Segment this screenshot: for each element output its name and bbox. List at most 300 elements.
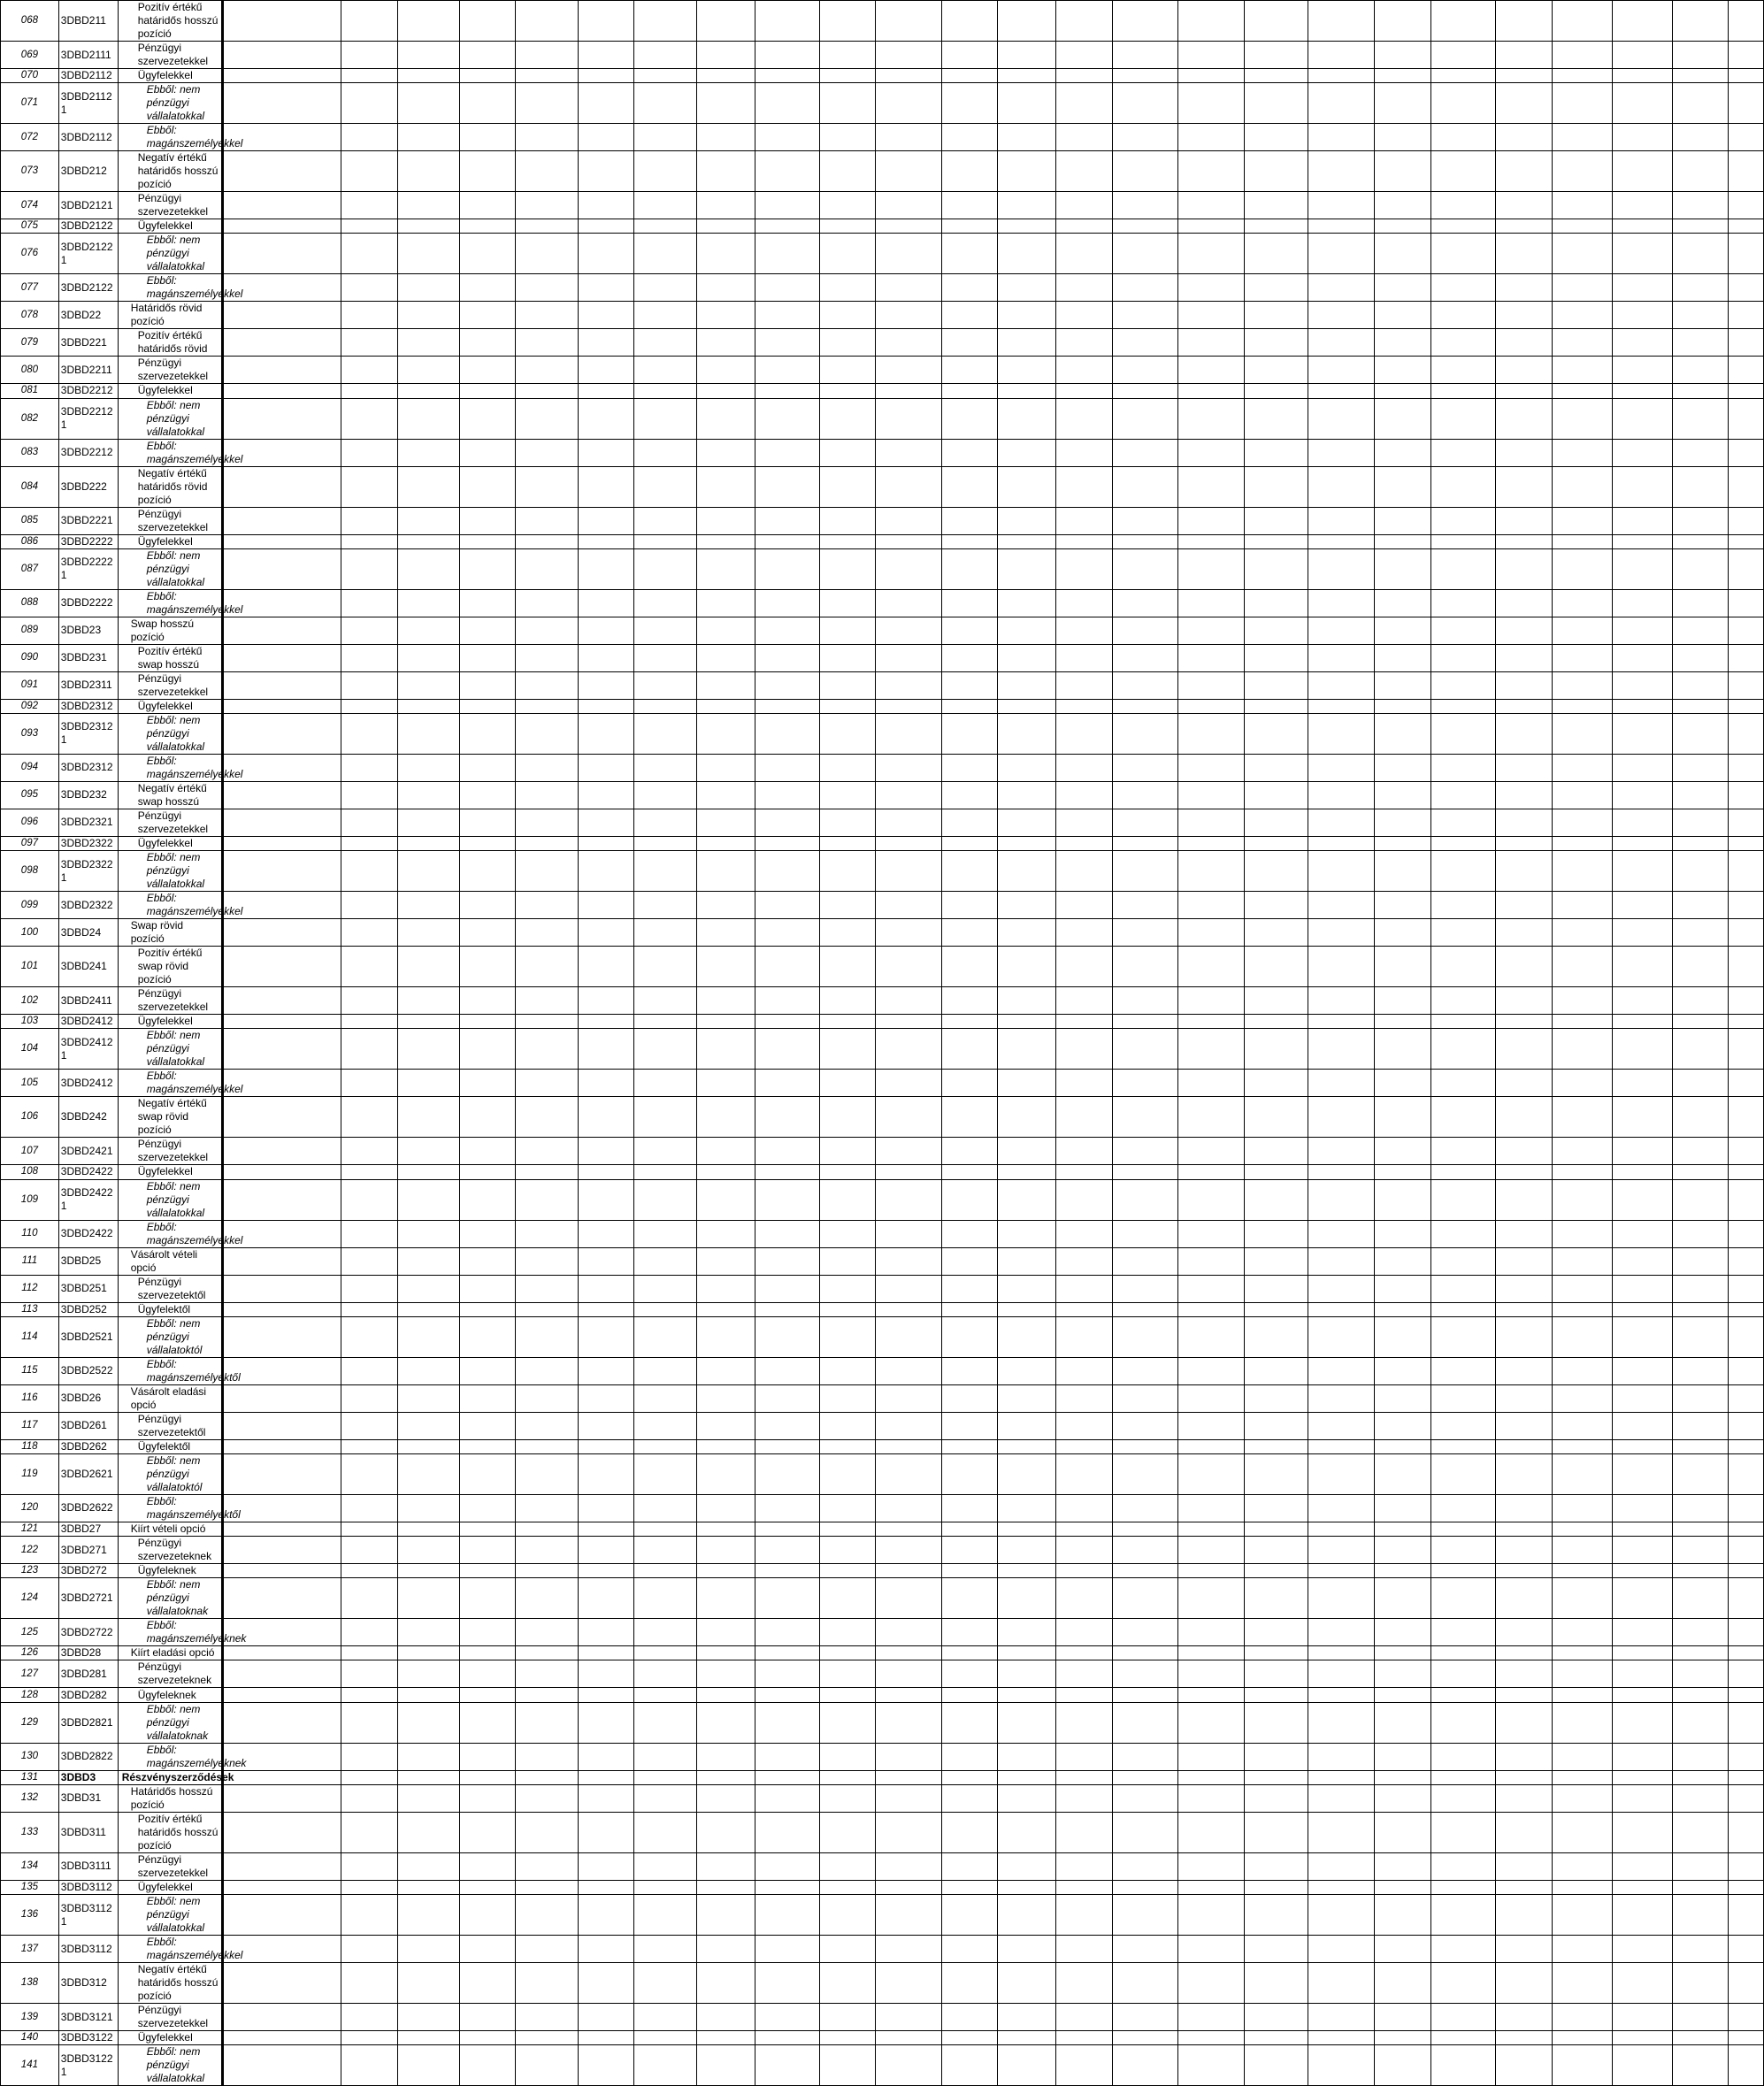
value-cell[interactable] [1112,836,1178,850]
value-cell[interactable] [1496,357,1553,384]
value-cell[interactable] [459,1070,516,1097]
value-cell[interactable] [397,1275,459,1302]
value-cell[interactable] [223,809,341,836]
value-cell[interactable] [819,219,876,234]
value-cell[interactable] [578,1247,634,1275]
value-cell[interactable] [578,671,634,699]
value-cell[interactable] [1729,1,1764,42]
value-cell[interactable] [1552,329,1612,357]
value-cell[interactable] [755,699,819,713]
value-cell[interactable] [223,1522,341,1536]
value-cell[interactable] [397,1357,459,1384]
value-cell[interactable] [459,1220,516,1247]
value-cell[interactable] [1308,1247,1375,1275]
value-cell[interactable] [1308,1070,1375,1097]
value-cell[interactable] [341,1179,397,1220]
value-cell[interactable] [459,1384,516,1412]
value-cell[interactable] [755,1702,819,1743]
value-cell[interactable] [1112,302,1178,329]
value-cell[interactable] [459,151,516,192]
value-cell[interactable] [578,1138,634,1165]
value-cell[interactable] [1245,1179,1308,1220]
value-cell[interactable] [1245,836,1308,850]
value-cell[interactable] [1729,507,1764,534]
value-cell[interactable] [1374,1247,1430,1275]
value-cell[interactable] [1430,781,1495,809]
value-cell[interactable] [1056,1852,1113,1880]
value-cell[interactable] [516,357,578,384]
value-cell[interactable] [819,851,876,892]
value-cell[interactable] [1672,1578,1729,1619]
value-cell[interactable] [341,1097,397,1138]
value-cell[interactable] [1308,1494,1375,1522]
value-cell[interactable] [341,69,397,83]
value-cell[interactable] [1496,2004,1553,2031]
value-cell[interactable] [1729,987,1764,1015]
value-cell[interactable] [397,83,459,124]
value-cell[interactable] [1308,892,1375,919]
value-cell[interactable] [516,1015,578,1029]
value-cell[interactable] [697,1439,755,1453]
value-cell[interactable] [634,1070,697,1097]
value-cell[interactable] [341,1165,397,1179]
value-cell[interactable] [1056,1179,1113,1220]
value-cell[interactable] [1112,617,1178,644]
value-cell[interactable] [1552,1179,1612,1220]
value-cell[interactable] [397,548,459,589]
value-cell[interactable] [516,699,578,713]
value-cell[interactable] [1112,466,1178,507]
value-cell[interactable] [1496,151,1553,192]
value-cell[interactable] [697,1880,755,1894]
value-cell[interactable] [1245,754,1308,781]
value-cell[interactable] [941,836,998,850]
value-cell[interactable] [341,2004,397,2031]
value-cell[interactable] [1729,83,1764,124]
value-cell[interactable] [1245,1453,1308,1494]
value-cell[interactable] [1374,1880,1430,1894]
value-cell[interactable] [1552,384,1612,398]
value-cell[interactable] [459,617,516,644]
value-cell[interactable] [341,1784,397,1812]
value-cell[interactable] [1056,1619,1113,1646]
value-cell[interactable] [1245,42,1308,69]
value-cell[interactable] [941,1494,998,1522]
value-cell[interactable] [634,1936,697,1963]
value-cell[interactable] [697,1412,755,1439]
value-cell[interactable] [1612,83,1672,124]
value-cell[interactable] [516,1936,578,1963]
value-cell[interactable] [819,1247,876,1275]
value-cell[interactable] [1245,919,1308,947]
value-cell[interactable] [1374,329,1430,357]
value-cell[interactable] [578,809,634,836]
value-cell[interactable] [819,1070,876,1097]
value-cell[interactable] [1245,1522,1308,1536]
value-cell[interactable] [341,1220,397,1247]
value-cell[interactable] [1672,1302,1729,1316]
value-cell[interactable] [1245,1220,1308,1247]
value-cell[interactable] [459,1097,516,1138]
value-cell[interactable] [578,1963,634,2004]
value-cell[interactable] [876,1537,942,1564]
value-cell[interactable] [1496,1275,1553,1302]
value-cell[interactable] [1245,1963,1308,2004]
value-cell[interactable] [1729,1812,1764,1852]
value-cell[interactable] [755,1784,819,1812]
value-cell[interactable] [516,1070,578,1097]
value-cell[interactable] [1612,1578,1672,1619]
value-cell[interactable] [1612,1537,1672,1564]
value-cell[interactable] [1496,1895,1553,1936]
value-cell[interactable] [1672,1494,1729,1522]
value-cell[interactable] [1374,892,1430,919]
value-cell[interactable] [941,1029,998,1070]
value-cell[interactable] [516,507,578,534]
value-cell[interactable] [1056,754,1113,781]
value-cell[interactable] [941,1,998,42]
value-cell[interactable] [1552,1097,1612,1138]
value-cell[interactable] [1112,1316,1178,1357]
value-cell[interactable] [1245,713,1308,754]
value-cell[interactable] [1245,1619,1308,1646]
value-cell[interactable] [516,1852,578,1880]
value-cell[interactable] [998,1247,1056,1275]
value-cell[interactable] [578,892,634,919]
value-cell[interactable] [755,384,819,398]
value-cell[interactable] [1729,1247,1764,1275]
value-cell[interactable] [516,192,578,219]
value-cell[interactable] [819,1619,876,1646]
value-cell[interactable] [516,1494,578,1522]
value-cell[interactable] [223,1316,341,1357]
value-cell[interactable] [998,1880,1056,1894]
value-cell[interactable] [1729,42,1764,69]
value-cell[interactable] [1552,439,1612,466]
value-cell[interactable] [397,1702,459,1743]
value-cell[interactable] [1430,617,1495,644]
value-cell[interactable] [1430,1578,1495,1619]
value-cell[interactable] [1496,1702,1553,1743]
value-cell[interactable] [578,302,634,329]
value-cell[interactable] [998,947,1056,987]
value-cell[interactable] [1612,69,1672,83]
value-cell[interactable] [941,617,998,644]
value-cell[interactable] [341,1015,397,1029]
value-cell[interactable] [459,987,516,1015]
value-cell[interactable] [1729,151,1764,192]
value-cell[interactable] [819,1302,876,1316]
value-cell[interactable] [697,466,755,507]
value-cell[interactable] [1430,466,1495,507]
value-cell[interactable] [341,1247,397,1275]
value-cell[interactable] [1430,1070,1495,1097]
value-cell[interactable] [1729,1165,1764,1179]
value-cell[interactable] [755,892,819,919]
value-cell[interactable] [578,329,634,357]
value-cell[interactable] [1672,2004,1729,2031]
value-cell[interactable] [1308,671,1375,699]
value-cell[interactable] [1430,1384,1495,1412]
value-cell[interactable] [1612,987,1672,1015]
value-cell[interactable] [1178,713,1245,754]
value-cell[interactable] [1672,398,1729,439]
value-cell[interactable] [1430,1895,1495,1936]
value-cell[interactable] [819,234,876,274]
value-cell[interactable] [697,1138,755,1165]
value-cell[interactable] [516,1578,578,1619]
value-cell[interactable] [578,2004,634,2031]
value-cell[interactable] [1729,192,1764,219]
value-cell[interactable] [941,548,998,589]
value-cell[interactable] [1056,151,1113,192]
value-cell[interactable] [578,617,634,644]
value-cell[interactable] [397,1852,459,1880]
value-cell[interactable] [459,274,516,302]
value-cell[interactable] [397,1070,459,1097]
value-cell[interactable] [697,2045,755,2086]
value-cell[interactable] [998,1097,1056,1138]
value-cell[interactable] [1430,836,1495,850]
value-cell[interactable] [634,836,697,850]
value-cell[interactable] [998,1138,1056,1165]
value-cell[interactable] [1245,1895,1308,1936]
value-cell[interactable] [516,1439,578,1453]
value-cell[interactable] [1729,1220,1764,1247]
value-cell[interactable] [1672,851,1729,892]
value-cell[interactable] [1612,1494,1672,1522]
value-cell[interactable] [578,83,634,124]
value-cell[interactable] [1552,699,1612,713]
value-cell[interactable] [516,466,578,507]
value-cell[interactable] [998,234,1056,274]
value-cell[interactable] [697,1179,755,1220]
value-cell[interactable] [1374,781,1430,809]
value-cell[interactable] [1496,947,1553,987]
value-cell[interactable] [459,644,516,671]
value-cell[interactable] [998,1812,1056,1852]
value-cell[interactable] [998,1275,1056,1302]
value-cell[interactable] [516,1564,578,1578]
value-cell[interactable] [1496,644,1553,671]
value-cell[interactable] [755,1015,819,1029]
value-cell[interactable] [1112,809,1178,836]
value-cell[interactable] [697,1,755,42]
value-cell[interactable] [819,507,876,534]
value-cell[interactable] [516,1384,578,1412]
value-cell[interactable] [341,1936,397,1963]
value-cell[interactable] [1374,1770,1430,1784]
value-cell[interactable] [459,1029,516,1070]
value-cell[interactable] [876,384,942,398]
value-cell[interactable] [341,1522,397,1536]
value-cell[interactable] [1672,713,1729,754]
value-cell[interactable] [1729,1688,1764,1702]
value-cell[interactable] [223,234,341,274]
value-cell[interactable] [578,713,634,754]
value-cell[interactable] [341,329,397,357]
value-cell[interactable] [876,466,942,507]
value-cell[interactable] [1112,1302,1178,1316]
value-cell[interactable] [223,398,341,439]
value-cell[interactable] [1056,302,1113,329]
value-cell[interactable] [1245,1880,1308,1894]
value-cell[interactable] [697,1936,755,1963]
value-cell[interactable] [1308,1895,1375,1936]
value-cell[interactable] [998,219,1056,234]
value-cell[interactable] [341,1412,397,1439]
value-cell[interactable] [1729,69,1764,83]
value-cell[interactable] [397,69,459,83]
value-cell[interactable] [755,1412,819,1439]
value-cell[interactable] [1672,1564,1729,1578]
value-cell[interactable] [819,892,876,919]
value-cell[interactable] [1112,1702,1178,1743]
value-cell[interactable] [1430,1812,1495,1852]
value-cell[interactable] [1430,1743,1495,1770]
value-cell[interactable] [819,836,876,850]
value-cell[interactable] [819,1097,876,1138]
value-cell[interactable] [1672,1895,1729,1936]
value-cell[interactable] [1496,1138,1553,1165]
value-cell[interactable] [1552,151,1612,192]
value-cell[interactable] [1430,589,1495,617]
value-cell[interactable] [1178,69,1245,83]
value-cell[interactable] [1245,534,1308,548]
value-cell[interactable] [341,357,397,384]
value-cell[interactable] [634,2031,697,2045]
value-cell[interactable] [1430,671,1495,699]
value-cell[interactable] [1178,42,1245,69]
value-cell[interactable] [998,1564,1056,1578]
value-cell[interactable] [1374,1275,1430,1302]
value-cell[interactable] [1056,1646,1113,1660]
value-cell[interactable] [459,1812,516,1852]
value-cell[interactable] [1112,2031,1178,2045]
value-cell[interactable] [1245,892,1308,919]
value-cell[interactable] [223,69,341,83]
value-cell[interactable] [1672,1412,1729,1439]
value-cell[interactable] [397,781,459,809]
value-cell[interactable] [1178,1812,1245,1852]
value-cell[interactable] [223,836,341,850]
value-cell[interactable] [941,302,998,329]
value-cell[interactable] [1552,1,1612,42]
value-cell[interactable] [341,1029,397,1070]
value-cell[interactable] [1056,219,1113,234]
value-cell[interactable] [397,1,459,42]
value-cell[interactable] [697,69,755,83]
value-cell[interactable] [341,851,397,892]
value-cell[interactable] [634,589,697,617]
value-cell[interactable] [1374,466,1430,507]
value-cell[interactable] [634,1302,697,1316]
value-cell[interactable] [341,1743,397,1770]
value-cell[interactable] [397,1743,459,1770]
value-cell[interactable] [819,1743,876,1770]
value-cell[interactable] [1056,617,1113,644]
value-cell[interactable] [1496,1220,1553,1247]
value-cell[interactable] [1552,219,1612,234]
value-cell[interactable] [1112,534,1178,548]
value-cell[interactable] [876,548,942,589]
value-cell[interactable] [1729,851,1764,892]
value-cell[interactable] [1308,302,1375,329]
value-cell[interactable] [1112,1165,1178,1179]
value-cell[interactable] [223,1275,341,1302]
value-cell[interactable] [697,234,755,274]
value-cell[interactable] [1552,809,1612,836]
value-cell[interactable] [819,644,876,671]
value-cell[interactable] [755,1316,819,1357]
value-cell[interactable] [459,2004,516,2031]
value-cell[interactable] [1178,1070,1245,1097]
value-cell[interactable] [1552,1702,1612,1743]
value-cell[interactable] [1245,1,1308,42]
value-cell[interactable] [1374,83,1430,124]
value-cell[interactable] [1308,1302,1375,1316]
value-cell[interactable] [755,42,819,69]
value-cell[interactable] [819,151,876,192]
value-cell[interactable] [1112,1097,1178,1138]
value-cell[interactable] [819,2004,876,2031]
value-cell[interactable] [1672,1275,1729,1302]
value-cell[interactable] [341,987,397,1015]
value-cell[interactable] [1672,234,1729,274]
value-cell[interactable] [1245,1646,1308,1660]
value-cell[interactable] [516,1275,578,1302]
value-cell[interactable] [341,809,397,836]
value-cell[interactable] [1552,851,1612,892]
value-cell[interactable] [459,1564,516,1578]
value-cell[interactable] [1112,1070,1178,1097]
value-cell[interactable] [998,1963,1056,2004]
value-cell[interactable] [998,836,1056,850]
value-cell[interactable] [819,1522,876,1536]
value-cell[interactable] [755,1812,819,1852]
value-cell[interactable] [1308,1963,1375,2004]
value-cell[interactable] [1612,274,1672,302]
value-cell[interactable] [941,1619,998,1646]
value-cell[interactable] [1430,1688,1495,1702]
value-cell[interactable] [755,1578,819,1619]
value-cell[interactable] [941,1070,998,1097]
value-cell[interactable] [941,234,998,274]
value-cell[interactable] [516,1880,578,1894]
value-cell[interactable] [1496,1453,1553,1494]
value-cell[interactable] [578,1,634,42]
value-cell[interactable] [697,919,755,947]
value-cell[interactable] [578,1812,634,1852]
value-cell[interactable] [1245,589,1308,617]
value-cell[interactable] [876,1494,942,1522]
value-cell[interactable] [876,1302,942,1316]
value-cell[interactable] [1308,1619,1375,1646]
value-cell[interactable] [1178,781,1245,809]
value-cell[interactable] [1672,1097,1729,1138]
value-cell[interactable] [1112,754,1178,781]
value-cell[interactable] [459,1453,516,1494]
value-cell[interactable] [1552,2031,1612,2045]
value-cell[interactable] [697,42,755,69]
value-cell[interactable] [876,1138,942,1165]
value-cell[interactable] [1112,1275,1178,1302]
value-cell[interactable] [223,329,341,357]
value-cell[interactable] [1729,466,1764,507]
value-cell[interactable] [634,1247,697,1275]
value-cell[interactable] [876,892,942,919]
value-cell[interactable] [819,1688,876,1702]
